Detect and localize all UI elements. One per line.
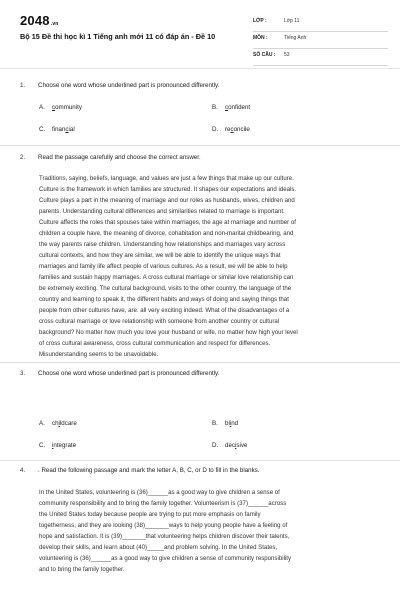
option-a[interactable] (39, 104, 82, 111)
meta-key: MÔN : (253, 35, 268, 41)
underlined-part: c (52, 104, 56, 111)
meta-value: Lớp 11 (284, 18, 300, 24)
option-a[interactable] (39, 420, 77, 427)
passage-line: be extremely exciting. The cultural background, visits to the other country, the language of the (39, 285, 292, 292)
question-divider (0, 362, 400, 363)
option-text: dec (225, 442, 235, 449)
question-divider (0, 460, 400, 461)
header-divider (0, 68, 400, 69)
meta-row-subject (253, 32, 388, 49)
document-title: Bộ 15 Đề thi học kì 1 Tiếng anh mới 11 có đáp án - Đề 10 (20, 32, 216, 41)
passage-line: children a couple have, the meaning of divorce, cohabitation and non-marital childbearing, and (39, 230, 294, 237)
passage-line: cross cultural marriage or love relationship with someone from another country or cultural (39, 318, 280, 325)
passage-line: Culture affects the roles that spouses take within marriages, the age at marriage and number of (39, 219, 296, 226)
passage-line: parents. Understanding cultural differences and similarities related to marriage is important. (39, 208, 285, 215)
option-b[interactable] (212, 420, 238, 427)
passage-line: develop their skills, and learn about (40)_____and problem solving. In the United States, (39, 544, 278, 551)
option-text: bl (225, 420, 230, 427)
option-b[interactable] (212, 104, 250, 111)
question-prompt: Read the passage carefully and choose the correct answer. (38, 154, 201, 161)
page-header (0, 0, 400, 64)
question-number: 3. (20, 370, 26, 377)
question-prompt: . Read the following passage and mark the letter A, B, C, or D to fill in the blanks. (38, 467, 260, 474)
underlined-part: i (58, 420, 60, 427)
option-text: sive (236, 442, 248, 449)
meta-value: Tiếng Anh (284, 35, 307, 41)
passage-line: Traditions, saying, beliefs, language, and values are just a few things that make up our culture. (39, 175, 294, 182)
option-text: ial (68, 126, 75, 133)
option-letter: D. (212, 126, 219, 133)
meta-value: 53 (284, 52, 290, 58)
question-number: 2. (20, 154, 26, 161)
meta-row-class (253, 15, 388, 32)
passage-line: country and learning to speak it, the different habits and ways of doing and saying things that (39, 296, 289, 303)
passage-line: Culture plays a part in the meaning of marriage and our roles as husbands, wives, children and (39, 197, 295, 204)
option-text: ntegrate (53, 442, 77, 449)
option-text: onfident (228, 104, 251, 111)
passage-line: In the United States, volunteering is (36)______as a good way to give children a sense of (39, 489, 280, 496)
question-prompt: Choose one word whose underlined part is pronounced differently. (38, 82, 220, 89)
logo-text: 2048 (20, 13, 50, 28)
option-text: finan (52, 126, 66, 133)
passage-line: Misunderstanding seems to be unavoidable. (39, 351, 159, 358)
underlined-part: i (234, 442, 237, 449)
passage-line: togetherness, and they are looking (38)_______ways to help young people have a feeling of (39, 522, 288, 529)
option-letter: A. (39, 104, 45, 111)
option-letter: B. (212, 104, 218, 111)
option-text: ommunity (55, 104, 82, 111)
question-number: 4. (20, 467, 26, 474)
option-c[interactable] (39, 442, 76, 449)
meta-key: SỐ CÂU : (253, 52, 276, 58)
passage-line: the United States today because people are trying to put more emphasis on family (39, 511, 261, 518)
underlined-part: i (229, 420, 232, 427)
cloze-passage (39, 487, 388, 575)
meta-row-count (253, 49, 388, 66)
option-text: ch (52, 420, 59, 427)
passage-line: background? No matter how much you love your husband or wife, no matter how high your level (39, 329, 298, 336)
option-text: oncile (233, 126, 250, 133)
passage-line: and to bring the family together. (39, 566, 125, 573)
option-c[interactable] (39, 126, 75, 133)
passage-line: cultural contexts, and how they are similar, we will be able to identify the unique ways that (39, 252, 281, 259)
question-prompt: Choose one word whose underlined part is pronounced differently. (38, 370, 220, 377)
option-text: nd (231, 420, 239, 427)
passage-line: people from other cultures have, are. all very exciting indeed. What of the disadvantages of a (39, 307, 290, 314)
option-letter: D. (212, 442, 219, 449)
passage-line: families and sustain happy marriages. A cross cultural marriage or similar love relationship can (39, 274, 294, 281)
question-divider (0, 145, 400, 146)
underlined-part: c (225, 104, 229, 111)
option-letter: B. (212, 420, 218, 427)
underlined-part: i (52, 442, 54, 449)
option-letter: C. (39, 442, 46, 449)
option-letter: C. (39, 126, 46, 133)
passage-line: hope and satisfaction. It is (39)_______that volunteering helps children discover their talents, (39, 533, 290, 540)
meta-key: LỚP : (253, 18, 267, 24)
site-logo[interactable] (20, 13, 59, 28)
underlined-part: c (65, 126, 69, 133)
option-letter: A. (39, 420, 45, 427)
passage-line: community responsibility and to bring the family together. Volunteerism is (37)______across (39, 500, 287, 507)
question-number: 1. (20, 82, 26, 89)
logo-suffix: .vn (50, 21, 59, 27)
passage-line: of cross cultural awareness, cross cultural communication and respect for differences. (39, 340, 271, 347)
underlined-part: c (230, 126, 234, 133)
passage-line: volunteering is (36)______as a good way to give children a sense of community responsibility (39, 555, 292, 562)
option-text: ldcare (59, 420, 77, 427)
reading-passage (39, 173, 388, 360)
option-text: re (225, 126, 231, 133)
document-meta (253, 15, 388, 66)
option-d[interactable] (212, 126, 250, 133)
option-d[interactable] (212, 442, 247, 449)
passage-line: marriages and family life affect people of various cultures. As a result, we will be able to help (39, 263, 288, 270)
passage-line: the way parents raise children. Understanding how relationships and marriages vary across (39, 241, 286, 248)
passage-line: Culture is the framework in which families are structured. It shapes our expectations and ideals. (39, 186, 297, 193)
